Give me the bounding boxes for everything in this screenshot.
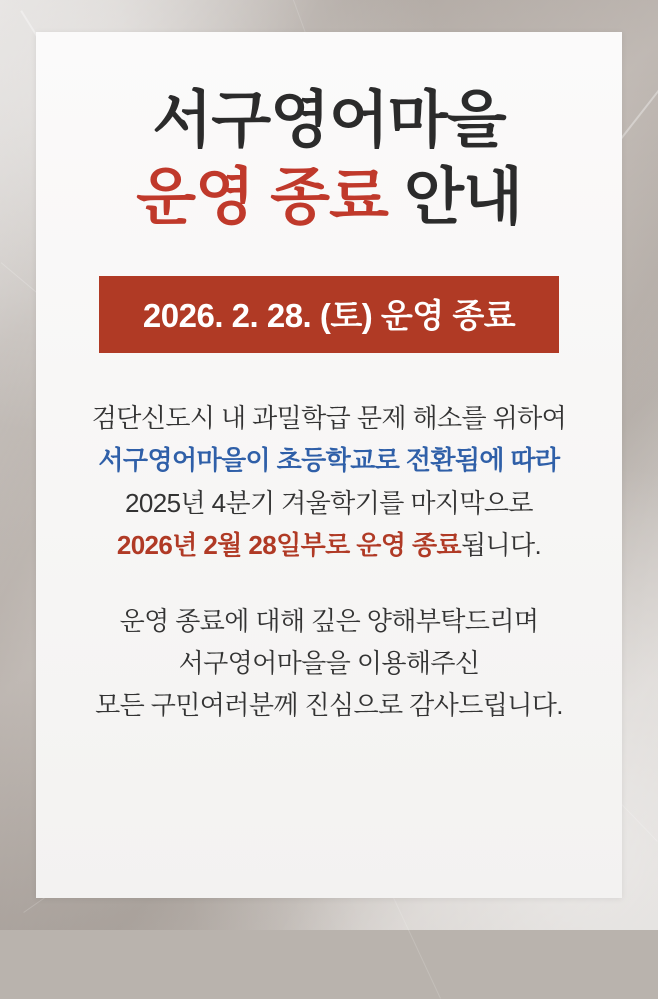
banner-wrapper (64, 276, 594, 353)
notice-card (36, 32, 622, 898)
poster-title (64, 32, 594, 234)
body-line-2: 서구영어마을이 초등학교로 전환됨에 따라 (98, 445, 560, 476)
body-line-7: 모든 구민여러분께 진심으로 감사드립니다. (95, 689, 563, 720)
title-line-2 (64, 161, 594, 234)
body-line-4 (64, 524, 594, 566)
body-line-5: 운영 종료에 대해 깊은 양해부탁드리며 (119, 605, 539, 636)
title-accent-text: 운영 종료 (136, 163, 388, 233)
title-line-1: 서구영어마을 (152, 86, 506, 155)
body-line-3: 2025년 4분기 겨울학기를 마지막으로 (125, 487, 533, 518)
closure-date-highlight: 2026년 2월 28일부로 운영 종료 (116, 529, 461, 560)
closure-date-tail: 됩니다. (461, 529, 542, 560)
body-line-1: 검단신도시 내 과밀학급 문제 해소를 위하여 (91, 403, 567, 434)
paragraph-spacer (64, 566, 594, 600)
closure-date-banner: 2026. 2. 28. (토) 운영 종료 (99, 276, 559, 353)
body-line-6: 서구영어마을을 이용해주신 (178, 647, 480, 678)
marble-vein (385, 880, 441, 998)
notice-body (64, 397, 594, 726)
title-rest-text: 안내 (387, 163, 522, 233)
